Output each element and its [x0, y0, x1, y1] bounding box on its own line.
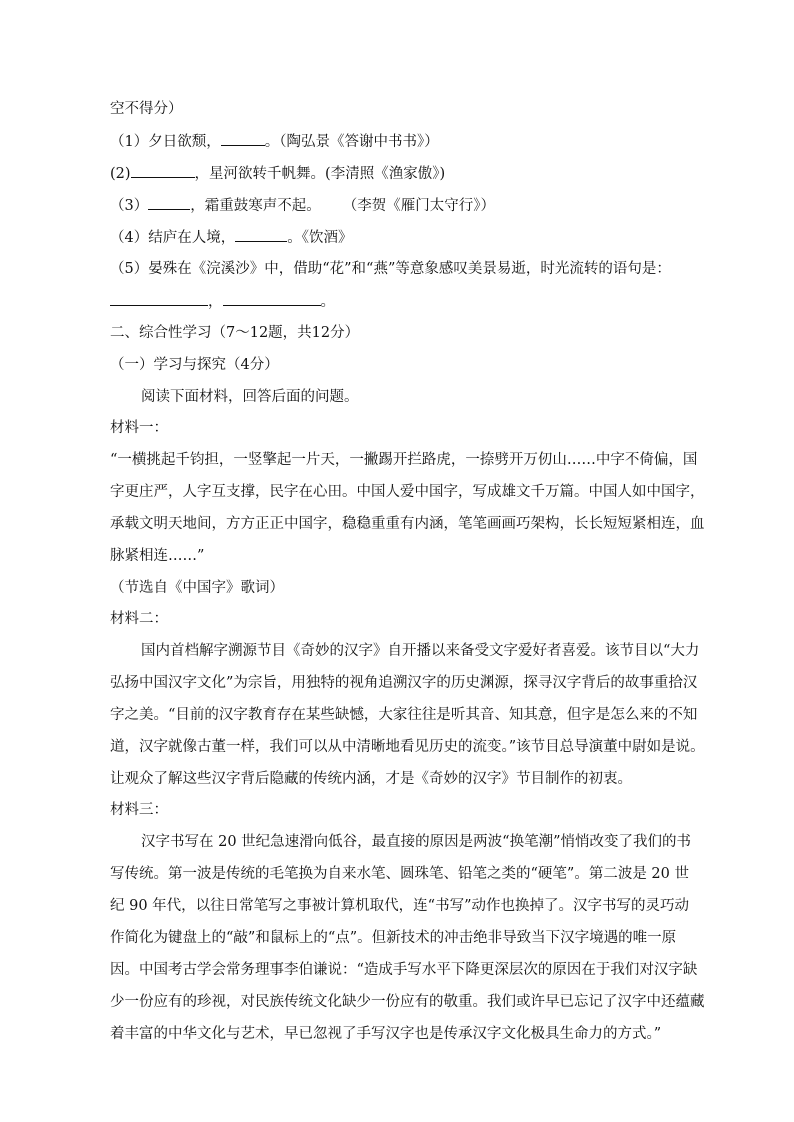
- q3-source: （李贺《雁门太守行》）: [342, 198, 495, 214]
- q5-separator: ，: [208, 294, 223, 310]
- q3-blank[interactable]: [148, 195, 190, 210]
- q5-blank-2[interactable]: [223, 291, 321, 306]
- material-2-line: 让观众了解这些汉字背后隐藏的传统内涵，才是《奇妙的汉字》节目制作的初衷。: [110, 771, 632, 787]
- question-5-answer-line: [110, 291, 335, 312]
- q1-suffix: 。（陶弘景《答谢中书书》）: [264, 134, 439, 150]
- q5-end: 。: [320, 294, 335, 310]
- material-3-line: 作简化为键盘上的“敲”和鼠标上的“点”。但新技术的冲击绝非导致当下汉字境遇的唯一原: [110, 930, 677, 946]
- material-2-line: 道，汉字就像古董一样，我们可以从中清晰地看见历史的流变。”该节目总导演董中尉如是说。: [110, 739, 705, 755]
- q4-suffix: 。《饮酒》: [287, 230, 353, 246]
- material-2-line: 国内首档解字溯源节目《奇妙的汉字》自开播以来备受文字爱好者喜爱。该节目以“大力: [141, 643, 700, 659]
- section-2-heading: 二、综合性学习（7～12题，共12分）: [110, 325, 360, 341]
- material-2-label: 材料二：: [110, 611, 168, 627]
- q2-prefix: (2): [110, 166, 131, 182]
- material-3-line: 着丰富的中华文化与艺术，早已忽视了手写汉字也是传承汉字文化极具生命力的方式。”: [110, 1026, 662, 1042]
- material-2-line: 字之美。“目前的汉字教育存在某些缺憾，大家往往是听其音、知其意，但字是怎么来的不知: [110, 707, 698, 723]
- material-3-line: 写传统。第一波是传统的毛笔换为自来水笔、圆珠笔、铅笔之类的“硬笔”。第二波是 20 世: [110, 866, 689, 882]
- material-1-line: “一横挑起千钧担，一竖擎起一片天，一撇踢开拦路虎，一捺劈开万仞山……中字不倚偏，国: [110, 452, 698, 468]
- q4-blank[interactable]: [235, 227, 287, 242]
- material-3-line: 少一份应有的珍视，对民族传统文化缺少一份应有的敬重。我们或许早已忘记了汉字中还蕴藏: [110, 994, 705, 1010]
- question-5: （5）晏殊在《浣溪沙》中，借助“花”和“燕”等意象感叹美景易逝，时光流转的语句是：: [110, 261, 671, 277]
- material-3-line: 因。中国考古学会常务理事李伯谦说：“造成手写水平下降更深层次的原因在于我们对汉字缺: [110, 962, 698, 978]
- q1-prefix: （1）夕日欲颓，: [110, 134, 221, 150]
- material-1-source: （节选自《中国字》歌词）: [110, 580, 284, 596]
- material-1-line: 字更庄严，人字互支撑，民字在心田。中国人爱中国字，写成雄文千万篇。中国人如中国字，: [110, 484, 705, 500]
- q2-suffix: ，星河欲转千帆舞。(李清照《渔家傲》): [194, 166, 446, 182]
- material-1-label: 材料一：: [110, 420, 168, 436]
- q4-prefix: （4）结庐在人境，: [110, 230, 236, 246]
- q3-prefix: （3）: [110, 198, 149, 214]
- title-continuation: 空不得分）: [110, 101, 183, 117]
- part-1-heading: （一）学习与探究（4分）: [110, 357, 279, 373]
- material-1-line: 脉紧相连……”: [110, 548, 205, 564]
- material-3-line: 汉字书写在 20 世纪急速滑向低谷，最直接的原因是两波“换笔潮”悄悄改变了我们的书: [141, 834, 691, 850]
- material-1-line: 承载文明天地间，方方正正中国字，稳稳重重有内涵，笔笔画画巧架构，长长短短紧相连，血: [110, 516, 705, 532]
- material-3-label: 材料三：: [110, 802, 168, 818]
- q3-suffix: ，霜重鼓寒声不起。: [190, 198, 321, 214]
- instruction: 阅读下面材料，回答后面的问题。: [141, 389, 359, 405]
- q1-blank[interactable]: [221, 131, 265, 146]
- question-2: [110, 163, 445, 184]
- q5-blank-1[interactable]: [110, 291, 208, 306]
- question-1: [110, 131, 439, 152]
- question-4: [110, 227, 352, 248]
- question-3: [110, 195, 495, 216]
- material-2-line: 弘扬中国汉字文化”为宗旨，用独特的视角追溯汉字的历史渊源，探寻汉字背后的故事重拾汉: [110, 675, 698, 691]
- material-3-line: 纪 90 年代，以往日常笔写之事被计算机取代，连“书写”动作也换掉了。汉字书写的灵巧动: [110, 898, 689, 914]
- q2-blank[interactable]: [131, 163, 195, 178]
